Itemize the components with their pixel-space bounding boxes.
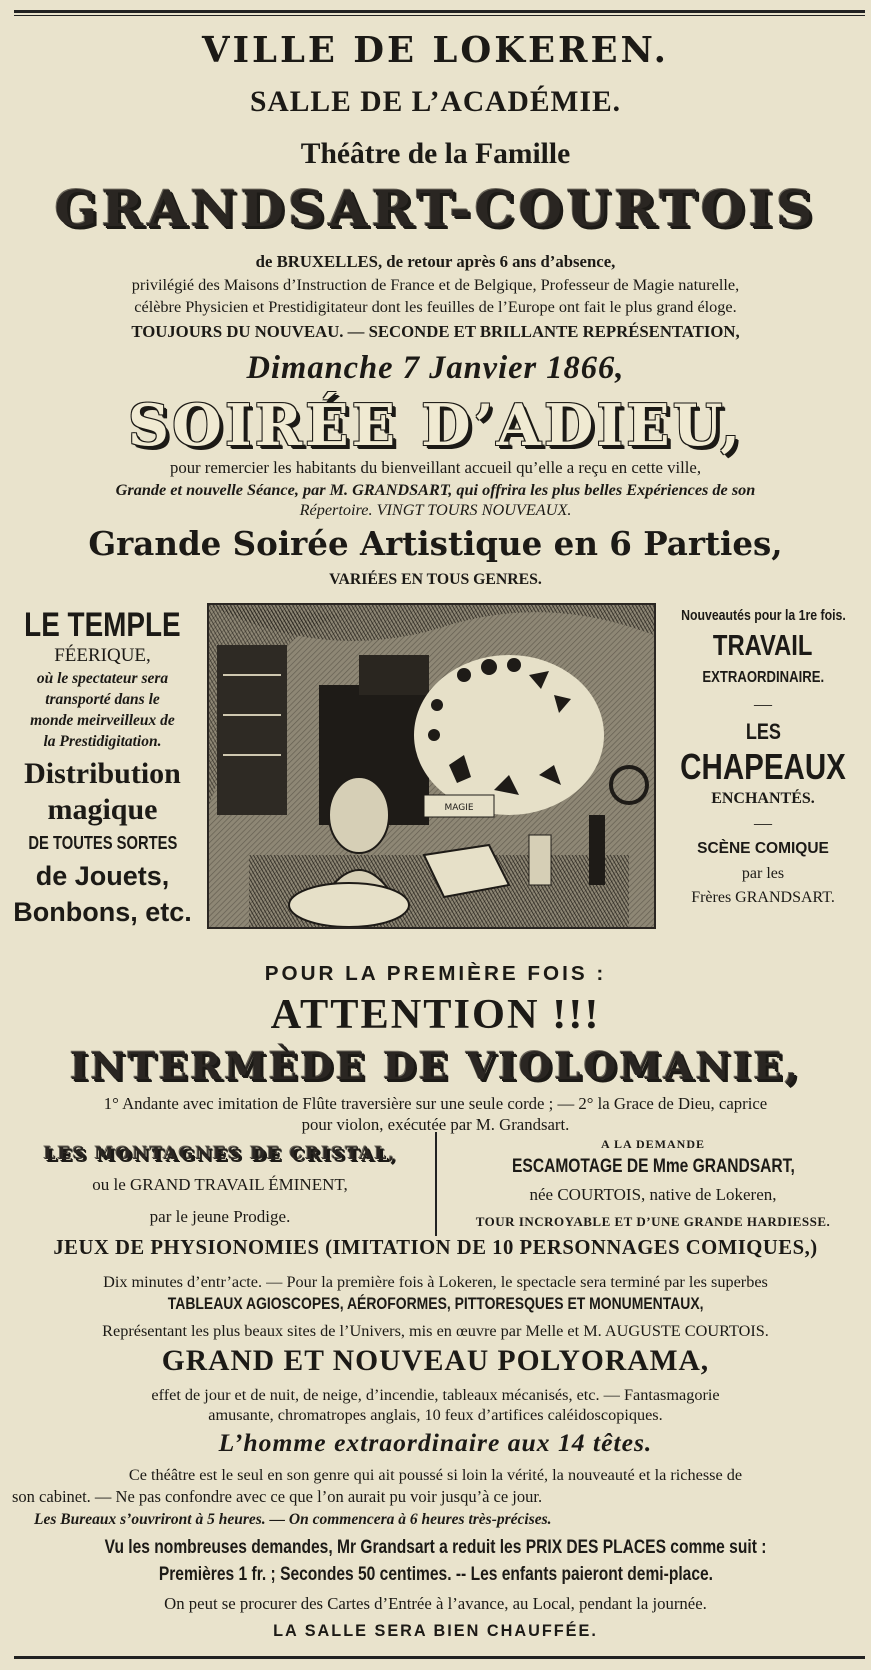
cartes-line: On peut se procurer des Cartes d’Entrée à l’avance, au Local, pendant la journée. (164, 1594, 707, 1613)
entracte-line: Dix minutes d’entr’acte. — Pour la première fois à Lokeren, le spectacle sera terminé par les superbes (103, 1273, 768, 1291)
effet-line-1: effet de jour et de nuit, de neige, d’incendie, tableaux mécanisés, etc. — Fantasmagorie (151, 1386, 720, 1404)
magique-label: magique (47, 793, 158, 826)
feerique-label: FÉERIQUE, (54, 645, 151, 666)
intro-line-1 (0, 252, 871, 272)
toutes-sortes-label: DE TOUTES SORTES (27, 833, 177, 853)
town-title: VILLE DE LOKEREN. (201, 30, 670, 71)
right-dash-2: — (754, 813, 772, 833)
freres-label: Frères GRANDSART. (691, 889, 835, 906)
polyorama-title: GRAND ET NOUVEAU POLYORAMA, (161, 1345, 710, 1377)
distribution-label: Distribution (24, 757, 181, 790)
attention-title: ATTENTION !!! (270, 991, 601, 1038)
a-la-demande: A LA DEMANDE (600, 1137, 705, 1151)
escamotage-line-2: TOUR INCROYABLE ET D’UNE GRANDE HARDIESSE. (475, 1214, 831, 1229)
escamotage-line-1: née COURTOIS, native de Lokeren, (529, 1185, 777, 1204)
nouveautes-label (681, 606, 846, 626)
engraving-illustration (209, 605, 654, 927)
intro-text-1: de BRUXELLES, de retour après 6 ans d’absence, (255, 252, 616, 271)
artistique-title: Grande Soirée Artistique en 6 Parties, (88, 524, 783, 563)
soiree-title: SOIRÉE D’ADIEU, (127, 392, 744, 459)
family-title: GRANDSART-COURTOIS (54, 180, 817, 238)
thanks-line-3: Répertoire. VINGT TOURS NOUVEAUX. (299, 501, 572, 519)
intro-line-2: privilégié des Maisons d’Instruction de France et de Belgique, Professeur de Magie naturelle, (131, 276, 740, 294)
montagnes-line-1: ou le GRAND TRAVAIL ÉMINENT, (92, 1175, 348, 1194)
right-column (655, 606, 871, 910)
theatre-seul-line-2: son cabinet. — Ne pas confondre avec ce que l’on aurait pu voir jusqu’à ce jour. (12, 1487, 543, 1506)
date-line: Dimanche 7 Janvier 1866, (246, 350, 625, 386)
bonbons-label: Bonbons, etc. (13, 897, 192, 927)
prix-text-2: Premières 1 fr. ; Secondes 50 centimes. -- Les enfants paieront demi-place. (158, 1564, 713, 1585)
jeux-title: JEUX DE PHYSIONOMIES (IMITATION DE 10 PERSONNAGES COMIQUES,) (53, 1237, 818, 1259)
representant-line: Représentant les plus beaux sites de l’Univers, mis en œuvre par Melle et M. AUGUSTE COURTOIS. (102, 1322, 769, 1340)
left-column (0, 606, 205, 930)
thanks-line-1: pour remercier les habitants du bienveillant accueil qu’elle a reçu en cette ville, (169, 458, 702, 477)
theatre-title: Théâtre de la Famille (300, 138, 571, 170)
variees-line: VARIÉES EN TOUS GENRES. (329, 571, 542, 588)
prix-line-2 (0, 1564, 871, 1586)
extraordinaire-label: EXTRAORDINAIRE. (702, 669, 824, 686)
column-divider (435, 1132, 437, 1236)
temple-title: LE TEMPLE (24, 606, 181, 644)
nouveautes-text: Nouveautés pour la 1re fois. (680, 607, 846, 624)
homme-title: L’homme extraordinaire aux 14 têtes. (218, 1428, 653, 1457)
les-label: LES (745, 719, 781, 744)
montagnes-title: LES MONTAGNES DE CRISTAL, (43, 1144, 397, 1164)
escamotage-title: ESCAMOTAGE DE Mme GRANDSART, (511, 1156, 795, 1177)
tableaux-text: TABLEAUX AGIOSCOPES, AÉROFORMES, PITTORESQUES ET MONUMENTAUX, (167, 1294, 704, 1313)
temple-desc-3: monde meirveilleux de (30, 712, 175, 729)
intermede-title: INTERMÈDE DE VIOLOMANIE, (70, 1044, 801, 1088)
montagnes-line-2: par le jeune Prodige. (149, 1207, 291, 1226)
jouets-label: de Jouets, (35, 861, 170, 891)
engraving-sign: MAGIE (444, 803, 474, 813)
right-dash-1: — (754, 694, 772, 714)
top-rule (14, 10, 865, 13)
scene-comique-label: SCÈNE COMIQUE (697, 840, 829, 857)
temple-desc-2: transporté dans le (45, 691, 160, 708)
travail-title: TRAVAIL (713, 630, 813, 662)
violin-line-1: 1° Andante avec imitation de Flûte traversière sur une seule corde ; — 2° la Grace de Dieu, caprice (103, 1094, 768, 1113)
montagnes-block (10, 1140, 430, 1232)
intro-line-3: célèbre Physicien et Prestidigitateur dont les feuilles de l’Europe ont fait le plus grand éloge. (134, 298, 737, 316)
thanks-line-2: Grande et nouvelle Séance, par M. GRANDSART, qui offrira les plus belles Expériences de son (115, 481, 756, 499)
theatre-seul-line-1: Ce théâtre est le seul en son genre qui ait poussé si loin la vérité, la nouveauté et la richesse de (128, 1466, 743, 1484)
tableaux-line (0, 1294, 871, 1314)
temple-desc-1: où le spectateur sera (36, 670, 169, 687)
salle-line: LA SALLE SERA BIEN CHAUFFÉE. (273, 1622, 598, 1640)
par-les-label: par les (741, 865, 785, 882)
prix-text-1: Vu les nombreuses demandes, Mr Grandsart a reduit les PRIX DES PLACES comme suit : (104, 1537, 767, 1558)
hall-title: SALLE DE L’ACADÉMIE. (249, 86, 622, 118)
chapeaux-title: CHAPEAUX (680, 746, 846, 787)
top-rule-thin (14, 15, 865, 16)
enchantes-label: ENCHANTÉS. (711, 790, 815, 807)
effet-line-2: amusante, chromatropes anglais, 10 feux d’artifices caléidoscopiques. (208, 1406, 663, 1424)
prix-line-1 (0, 1537, 871, 1559)
bureaux-line: Les Bureaux s’ouvriront à 5 heures. — On commencera à 6 heures très-précises. (34, 1511, 552, 1528)
bottom-rule (14, 1656, 865, 1659)
magic-stage-engraving (207, 603, 656, 929)
temple-desc-4: la Prestidigitation. (43, 733, 162, 750)
intro-line-4: TOUJOURS DU NOUVEAU. — SECONDE ET BRILLANTE REPRÉSENTATION, (131, 322, 740, 341)
escamotage-block (440, 1135, 866, 1235)
premiere-fois: POUR LA PREMIÈRE FOIS : (264, 962, 607, 985)
violin-line-2: pour violon, exécutée par M. Grandsart. (301, 1115, 570, 1134)
